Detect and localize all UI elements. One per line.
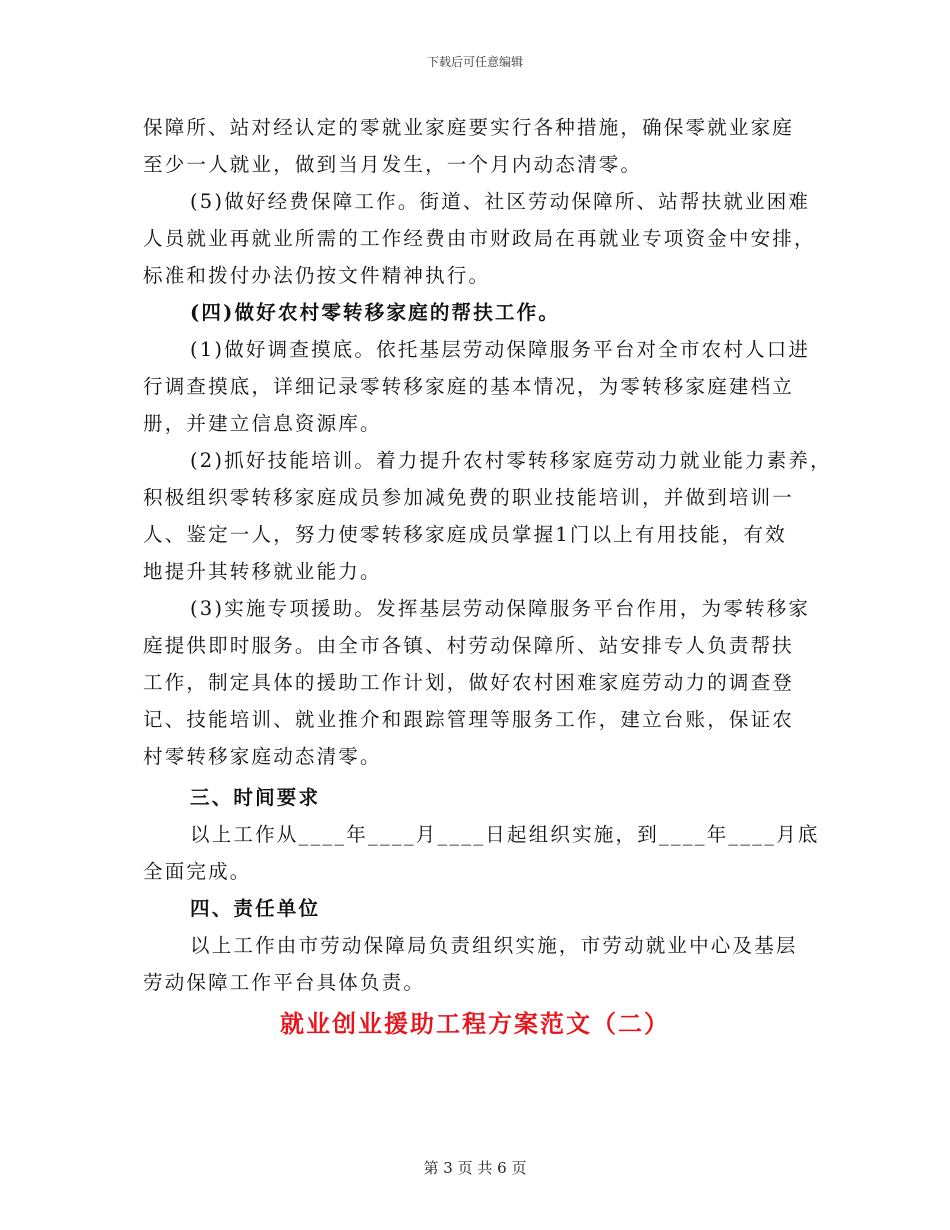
body-line: 庭提供即时服务。由全市各镇、村劳动保障所、站安排专人负责帮扶 — [143, 634, 795, 657]
body-line: 人员就业再就业所需的工作经费由市财政局在再就业专项资金中安排， — [143, 227, 816, 250]
body-line: (2)抓好技能培训。着力提升农村零转移家庭劳动力就业能力素养， — [190, 449, 832, 472]
body-line: 全面完成。 — [143, 860, 252, 883]
body-line: 劳动保障工作平台具体负责。 — [143, 971, 426, 994]
body-line: 人、鉴定一人，努力使零转移家庭成员掌握1门以上有用技能，有效 — [143, 523, 787, 546]
page-header: 下载后可任意编辑 — [426, 55, 523, 69]
body-line: 以上工作由市劳动保障局负责组织实施，市劳动就业中心及基层 — [190, 934, 798, 957]
body-line: 保障所、站对经认定的零就业家庭要实行各种措施，确保零就业家庭 — [143, 116, 795, 139]
section-heading: 四、责任单位 — [190, 897, 321, 920]
body-line: (5)做好经费保障工作。街道、社区劳动保障所、站帮扶就业困难 — [190, 190, 811, 213]
body-line: (1)做好调查摸底。依托基层劳动保障服务平台对全市农村人口进 — [190, 338, 811, 361]
body-line: 册，并建立信息资源库。 — [143, 412, 382, 435]
page-number: 第 3 页 共 6 页 — [423, 1159, 527, 1177]
body-line: 工作，制定具体的援助工作计划，做好农村困难家庭劳动力的调查登 — [143, 671, 795, 694]
body-line: 地提升其转移就业能力。 — [143, 560, 382, 583]
document-title: 就业创业援助工程方案范文（二） — [280, 1009, 670, 1038]
body-line: 行调查摸底，详细记录零转移家庭的基本情况，为零转移家庭建档立 — [143, 375, 795, 398]
body-line: 以上工作从____年____月____日起组织实施，到____年____月底 — [190, 823, 820, 846]
body-line: 至少一人就业，做到当月发生，一个月内动态清零。 — [143, 153, 643, 176]
section-heading: (四)做好农村零转移家庭的帮扶工作。 — [190, 301, 561, 324]
body-line: (3)实施专项援助。发挥基层劳动保障服务平台作用，为零转移家 — [190, 597, 811, 620]
section-heading: 三、时间要求 — [190, 786, 321, 809]
body-line: 村零转移家庭动态清零。 — [143, 745, 382, 768]
body-line: 记、技能培训、就业推介和跟踪管理等服务工作，建立台账，保证农 — [143, 708, 795, 731]
body-line: 标准和拨付办法仍按文件精神执行。 — [143, 264, 491, 287]
body-line: 积极组织零转移家庭成员参加减免费的职业技能培训，并做到培训一 — [143, 486, 795, 509]
